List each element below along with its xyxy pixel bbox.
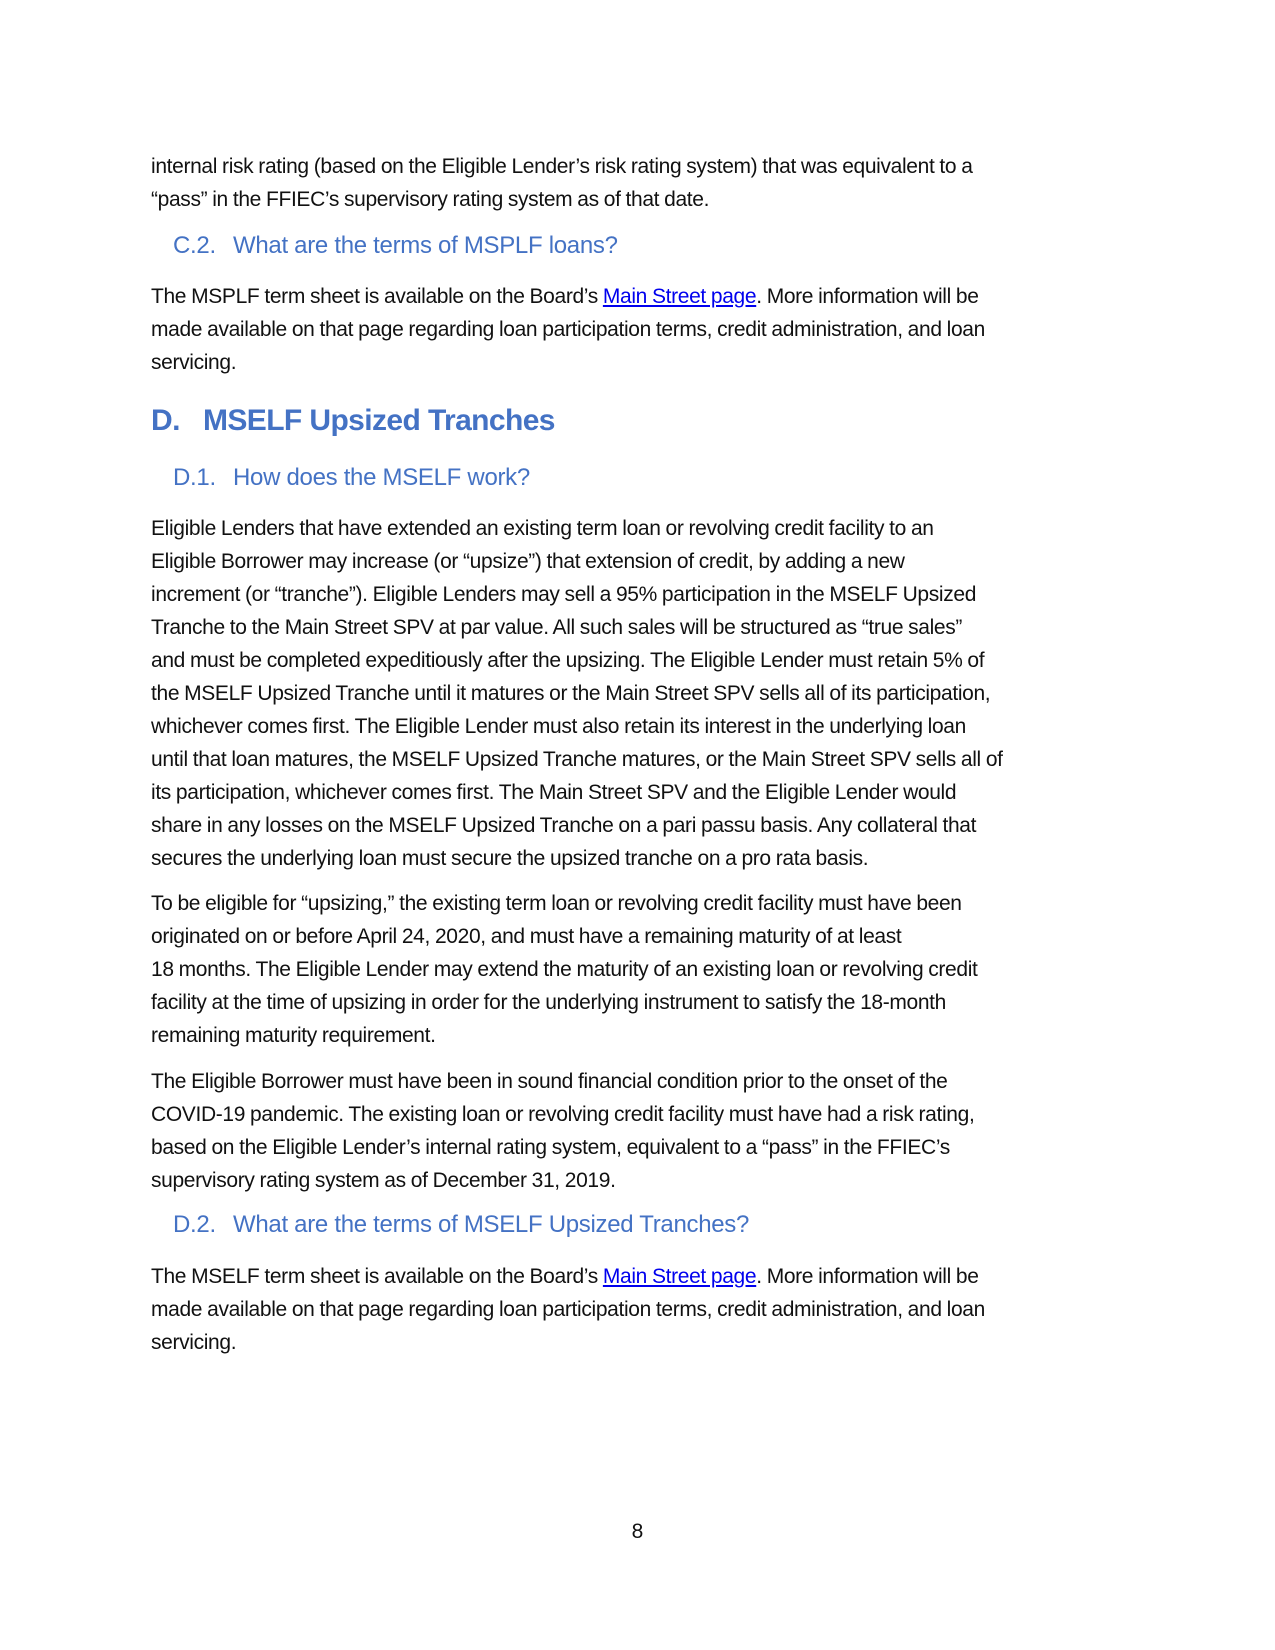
text-line: share in any losses on the MSELF Upsized Tranche on a pari passu basis. Any collateral that (151, 814, 977, 837)
text-line: Eligible Lenders that have extended an existing term loan or revolving credit facility to an (151, 517, 934, 540)
heading-d (151, 404, 555, 438)
heading-number: C.2. (173, 232, 216, 259)
text-line: secures the underlying loan must secure the upsized tranche on a pro rata basis. (151, 847, 869, 870)
main-street-page-link[interactable]: Main Street page (602, 1265, 757, 1288)
text-segment: The MSELF term sheet is available on the Board’s (151, 1265, 603, 1288)
text-line: and must be completed expeditiously after the upsizing. The Eligible Lender must retain 5% of (151, 649, 985, 672)
text-line: The Eligible Borrower must have been in sound financial condition prior to the onset of the (151, 1070, 948, 1093)
text-line: made available on that page regarding loan participation terms, credit administration, and loan (151, 318, 985, 341)
heading-number: D. (151, 404, 180, 437)
heading-c2 (173, 232, 618, 260)
text-line: the MSELF Upsized Tranche until it matures or the Main Street SPV sells all of its participation, (151, 682, 991, 705)
text-line: facility at the time of upsizing in order for the underlying instrument to satisfy the 18-month (151, 991, 946, 1014)
heading-number: D.2. (173, 1211, 216, 1238)
text-line: increment (or “tranche”). Eligible Lenders may sell a 95% participation in the MSELF Upsized (151, 583, 977, 606)
text-line: based on the Eligible Lender’s internal rating system, equivalent to a “pass” in the FFIEC’s (151, 1136, 950, 1159)
heading-title: What are the terms of MSPLF loans? (233, 232, 618, 259)
heading-title: What are the terms of MSELF Upsized Tranches? (233, 1211, 750, 1238)
text-line: servicing. (151, 1331, 237, 1354)
text-line: remaining maturity requirement. (151, 1024, 436, 1047)
heading-title: MSELF Upsized Tranches (203, 404, 555, 437)
text-segment: . More information will be (756, 285, 979, 308)
d1-paragraph-3 (151, 1065, 1116, 1197)
text-segment: The MSPLF term sheet is available on the Board’s (151, 285, 603, 308)
text-line: its participation, whichever comes first. The Main Street SPV and the Eligible Lender would (151, 781, 957, 804)
text-line: whichever comes first. The Eligible Lender must also retain its interest in the underlying loan (151, 715, 966, 738)
d1-paragraph-2 (151, 887, 1116, 1052)
d2-paragraph (151, 1260, 1116, 1359)
main-street-page-link[interactable]: Main Street page (602, 285, 757, 308)
text-line: COVID-19 pandemic. The existing loan or revolving credit facility must have had a risk rating, (151, 1103, 975, 1126)
heading-d2 (173, 1211, 749, 1239)
text-line: “pass” in the FFIEC’s supervisory rating system as of that date. (151, 188, 710, 211)
text-line: servicing. (151, 351, 237, 374)
text-line: originated on or before April 24, 2020, and must have a remaining maturity of at least (151, 925, 902, 948)
text-line (151, 1260, 1116, 1293)
heading-d1 (173, 464, 530, 492)
text-line: made available on that page regarding loan participation terms, credit administration, and loan (151, 1298, 985, 1321)
continued-paragraph (151, 150, 1116, 216)
heading-number: D.1. (173, 464, 216, 491)
text-line: To be eligible for “upsizing,” the existing term loan or revolving credit facility must have been (151, 892, 962, 915)
d1-paragraph-1 (151, 512, 1116, 875)
text-line: supervisory rating system as of December 31, 2019. (151, 1169, 616, 1192)
text-line: Tranche to the Main Street SPV at par value. All such sales will be structured as “true sales” (151, 616, 963, 639)
text-line: internal risk rating (based on the Eligible Lender’s risk rating system) that was equivalent to a (151, 155, 973, 178)
c2-paragraph (151, 280, 1116, 379)
text-segment: . More information will be (756, 1265, 979, 1288)
text-line: until that loan matures, the MSELF Upsized Tranche matures, or the Main Street SPV sells all of (151, 748, 1003, 771)
heading-title: How does the MSELF work? (233, 464, 530, 491)
page-number: 8 (631, 1520, 644, 1543)
text-line: 18 months. The Eligible Lender may extend the maturity of an existing loan or revolving credit (151, 958, 978, 981)
text-line (151, 280, 1116, 313)
text-line: Eligible Borrower may increase (or “upsize”) that extension of credit, by adding a new (151, 550, 905, 573)
